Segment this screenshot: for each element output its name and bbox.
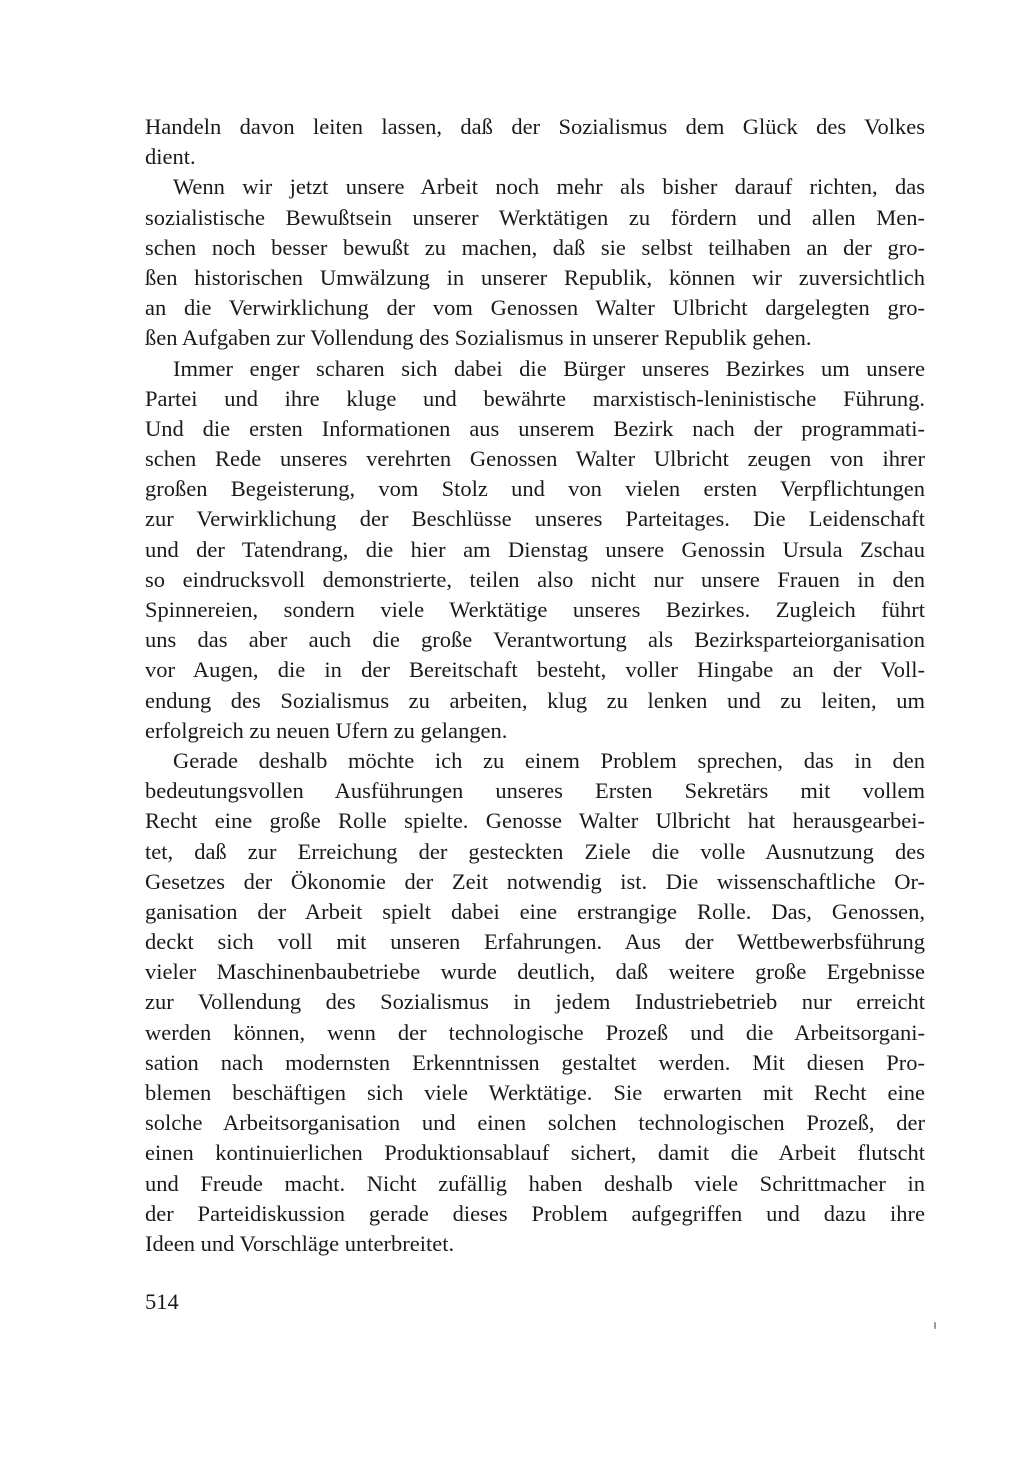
text-line: vor Augen, die in der Bereitschaft besteht, voller Hingabe an der Voll- — [145, 657, 925, 683]
text-line: solche Arbeitsorganisation und einen solchen technologischen Prozeß, der — [145, 1110, 925, 1136]
text-line: dient. — [145, 144, 196, 170]
text-line: Partei und ihre kluge und bewährte marxistisch-leninistische Führung. — [145, 385, 925, 411]
paragraph — [145, 746, 925, 1259]
text-line: zur Verwirklichung der Beschlüsse unseres Parteitages. Die Leidenschaft — [145, 506, 925, 532]
text-line: bedeutungsvollen Ausführungen unseres Ersten Sekretärs mit vollem — [145, 778, 925, 804]
scan-speck — [934, 1322, 936, 1329]
text-line: sation nach modernsten Erkenntnissen gestaltet werden. Mit diesen Pro- — [145, 1049, 925, 1075]
text-line: Spinnereien, sondern viele Werktätige unseres Bezirkes. Zugleich führt — [145, 597, 925, 622]
page-body — [145, 112, 925, 1259]
text-line: der Parteidiskussion gerade dieses Problem aufgegriffen und dazu ihre — [145, 1200, 925, 1226]
text-line: schen Rede unseres verehrten Genossen Walter Ulbricht zeugen von ihrer — [145, 446, 925, 472]
paragraph — [145, 172, 925, 353]
text-line: Immer enger scharen sich dabei die Bürger unseres Bezirkes um unsere — [173, 355, 925, 381]
text-line: endung des Sozialismus zu arbeiten, klug zu lenken und zu leiten, um — [145, 687, 925, 713]
text-line: einen kontinuierlichen Produktionsablauf sichert, damit die Arbeit flutscht — [145, 1140, 925, 1166]
text-line: Handeln davon leiten lassen, daß der Sozialismus dem Glück des Volkes — [145, 114, 925, 139]
text-line: Und die ersten Informationen aus unserem Bezirk nach der programmati- — [145, 415, 925, 441]
text-line: so eindrucksvoll demonstrierte, teilen also nicht nur unsere Frauen in den — [145, 566, 925, 592]
paragraph — [145, 354, 925, 746]
text-line: Gesetzes der Ökonomie der Zeit notwendig ist. Die wissenschaftliche Or- — [145, 868, 925, 894]
text-line: werden können, wenn der technologische Prozeß und die Arbeitsorgani- — [145, 1019, 925, 1045]
text-line: sozialistische Bewußtsein unserer Werktätigen zu fördern und allen Men- — [145, 204, 925, 230]
page-number: 514 — [145, 1289, 179, 1314]
text-line: zur Vollendung des Sozialismus in jedem Industriebetrieb nur erreicht — [145, 989, 925, 1015]
text-line: Wenn wir jetzt unsere Arbeit noch mehr als bisher darauf richten, das — [173, 174, 925, 200]
text-line: ßen historischen Umwälzung in unserer Republik, können wir zuversichtlich — [145, 264, 925, 290]
text-line: uns das aber auch die große Verantwortung als Bezirksparteiorganisation — [145, 627, 925, 653]
text-line: ganisation der Arbeit spielt dabei eine erstrangige Rolle. Das, Genossen, — [145, 898, 925, 924]
text-line: Ideen und Vorschläge unterbreitet. — [145, 1230, 455, 1256]
text-line: erfolgreich zu neuen Ufern zu gelangen. — [145, 717, 508, 743]
text-line: großen Begeisterung, vom Stolz und von vielen ersten Verpflichtungen — [145, 476, 925, 502]
text-line: an die Verwirklichung der vom Genossen Walter Ulbricht dargelegten gro- — [145, 295, 925, 321]
text-line: und der Tatendrang, die hier am Dienstag unsere Genossin Ursula Zschau — [145, 536, 925, 562]
text-line: blemen beschäftigen sich viele Werktätige. Sie erwarten mit Recht eine — [145, 1080, 925, 1105]
text-line: und Freude macht. Nicht zufällig haben deshalb viele Schrittmacher in — [145, 1170, 925, 1196]
text-line: ßen Aufgaben zur Vollendung des Sozialismus in unserer Republik gehen. — [145, 325, 812, 351]
text-line: Gerade deshalb möchte ich zu einem Problem sprechen, das in den — [173, 747, 925, 773]
paragraph — [145, 112, 925, 172]
text-line: deckt sich voll mit unseren Erfahrungen. Aus der Wettbewerbsführung — [145, 929, 925, 955]
text-line: schen noch besser bewußt zu machen, daß sie selbst teilhaben an der gro- — [145, 234, 925, 260]
text-line: vieler Maschinenbaubetriebe wurde deutlich, daß weitere große Ergebnisse — [145, 959, 925, 985]
text-line: Recht eine große Rolle spielte. Genosse Walter Ulbricht hat herausgearbei- — [145, 808, 925, 834]
text-line: tet, daß zur Erreichung der gesteckten Ziele die volle Ausnutzung des — [145, 838, 925, 864]
